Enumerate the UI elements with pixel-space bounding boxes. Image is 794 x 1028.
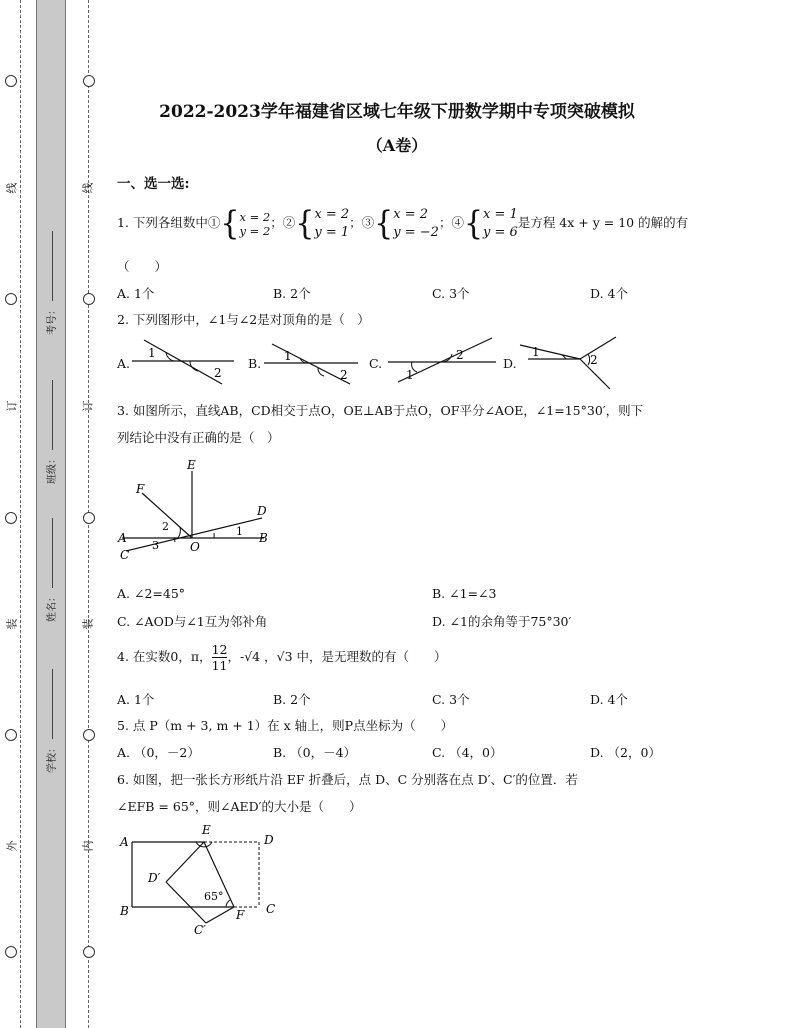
angle-label-1: 1	[284, 349, 292, 363]
binding-hole	[5, 512, 17, 524]
question-3-stem: 列结论中没有正确的是（ ）	[117, 430, 280, 445]
label-B: B	[259, 531, 268, 545]
brace-icon: {	[374, 203, 394, 243]
q4-suffix: ，-√4 ，√3 中，是无理数的有（ ）	[227, 649, 447, 664]
option-c[interactable]: C. 3个	[432, 692, 470, 707]
q1-suffix: 是方程 4x + y = 10 的解的有	[517, 215, 689, 230]
option-a[interactable]: A. （0，－2）	[117, 745, 200, 760]
label-D: D	[264, 833, 274, 847]
option-c[interactable]: C. ∠AOD与∠1互为邻补角	[117, 614, 268, 629]
angle-label-65: 65°	[204, 890, 224, 903]
label-C: C	[266, 902, 276, 916]
label-E: E	[202, 823, 211, 837]
option-c[interactable]: C.	[369, 356, 383, 371]
binding-hole	[5, 293, 17, 305]
binding-hole	[5, 946, 17, 958]
binding-char: 装	[81, 618, 95, 630]
equation-system-3: x = 2 y = −2	[393, 206, 439, 240]
question-2-stem: 2. 下列图形中，∠1与∠2是对顶角的是（ ）	[117, 312, 370, 327]
field-label: 学校：	[47, 743, 58, 773]
q1-prefix: 1. 下列各组数中①	[117, 215, 221, 230]
option-b[interactable]: B. 2个	[273, 692, 311, 707]
field-label: 考号：	[47, 305, 58, 335]
label-C: C	[120, 548, 130, 562]
option-d[interactable]: D. ∠1的余角等于75°30′	[432, 614, 572, 629]
q1-separator: ；②	[270, 215, 296, 230]
binding-hole	[83, 512, 95, 524]
option-a[interactable]: A. ∠2=45°	[117, 586, 186, 601]
label-E: E	[187, 458, 196, 472]
angle-label-2: 2	[340, 368, 348, 382]
option-a[interactable]: A.	[117, 356, 131, 371]
page-subtitle: （A卷）	[366, 136, 428, 155]
option-b[interactable]: B.	[248, 356, 262, 371]
question-4-stem	[117, 638, 447, 676]
binding-char: 装	[5, 618, 19, 630]
option-d[interactable]: D. 4个	[590, 286, 628, 301]
name-field[interactable]	[43, 518, 58, 622]
binding-hole	[83, 946, 95, 958]
q6-figure	[114, 820, 284, 938]
binding-hole	[83, 729, 95, 741]
angle-label-2: 2	[162, 520, 169, 533]
question-5-stem: 5. 点 P（m + 3, m + 1）在 x 轴上，则P点坐标为（ ）	[117, 718, 454, 733]
option-c[interactable]: C. 3个	[432, 286, 470, 301]
answer-paren: （ ）	[117, 259, 168, 274]
binding-hole	[5, 75, 17, 87]
angle-label-1: 1	[148, 346, 156, 360]
option-b[interactable]: B. 2个	[273, 286, 311, 301]
binding-char: 内	[81, 840, 95, 852]
binding-char: 外	[5, 840, 19, 852]
option-a[interactable]: A. 1个	[117, 692, 155, 707]
exam-number-field[interactable]	[43, 231, 58, 335]
angle-label-1: 1	[236, 525, 243, 538]
q1-separator: ；④	[438, 215, 464, 230]
q1-separator: ；③	[349, 215, 375, 230]
label-B: B	[120, 904, 129, 918]
angle-label-3: 3	[152, 539, 159, 552]
binding-hole	[5, 729, 17, 741]
equation-system-4: x = 1 y = 6	[483, 206, 518, 240]
q2-figure-a	[130, 334, 240, 389]
binding-char: 订	[81, 400, 95, 412]
label-F: F	[236, 908, 245, 922]
field-label: 班级：	[47, 454, 58, 484]
equation-system-2: x = 2 y = 1	[314, 206, 350, 240]
label-D-prime: D′	[148, 871, 161, 885]
question-6-stem: 6. 如图，把一张长方形纸片沿 EF 折叠后，点 D、C 分别落在点 D′、C′的位置．若	[117, 772, 578, 787]
option-b[interactable]: B. （0，－4）	[273, 745, 357, 760]
angle-label-2: 2	[214, 366, 222, 380]
field-label: 姓名：	[47, 592, 58, 622]
brace-icon: {	[295, 203, 315, 243]
option-d[interactable]: D. （2，0）	[590, 745, 661, 760]
angle-label-2: 2	[456, 348, 464, 362]
class-field[interactable]	[43, 380, 58, 484]
question-1-stem	[117, 200, 688, 246]
fraction: $\frac{12}{11}$	[211, 642, 228, 673]
binding-hole	[83, 293, 95, 305]
label-F: F	[136, 482, 145, 496]
binding-char: 线	[5, 182, 19, 194]
q2-figure-c	[384, 332, 499, 387]
angle-label-2: 2	[590, 353, 598, 367]
question-3-stem: 3. 如图所示，直线AB，CD相交于点O，OE⊥AB于点O，OF平分∠AOE，∠1=15°30′，则下	[117, 403, 644, 418]
equation-system-1: x = 2 y = 2	[239, 209, 271, 238]
angle-label-1: 1	[532, 345, 540, 359]
binding-hole	[83, 75, 95, 87]
angle-label-1: 1	[406, 368, 414, 382]
q2-figure-b	[262, 338, 362, 388]
binding-char: 线	[81, 182, 95, 194]
label-O: O	[190, 540, 200, 554]
label-D: D	[257, 504, 267, 518]
q2-figure-d	[518, 333, 623, 393]
label-A: A	[118, 531, 127, 545]
brace-icon: {	[463, 203, 484, 243]
school-field[interactable]	[43, 669, 58, 773]
option-a[interactable]: A. 1个	[117, 286, 155, 301]
option-d[interactable]: D.	[503, 356, 517, 371]
section-heading: 一、选一选:	[117, 176, 190, 192]
brace-icon: {	[220, 203, 240, 243]
label-C-prime: C′	[194, 923, 206, 937]
q3-figure	[114, 455, 279, 567]
q4-prefix: 4. 在实数0，π，	[117, 649, 212, 664]
option-c[interactable]: C. （4，0）	[432, 745, 503, 760]
page-title: 2022-2023学年福建省区域七年级下册数学期中专项突破模拟	[159, 102, 635, 122]
binding-char: 订	[5, 400, 19, 412]
option-b[interactable]: B. ∠1=∠3	[432, 586, 497, 601]
option-d[interactable]: D. 4个	[590, 692, 628, 707]
question-6-stem: ∠EFB = 65°，则∠AED′的大小是（ ）	[117, 799, 362, 814]
label-A: A	[120, 835, 129, 849]
